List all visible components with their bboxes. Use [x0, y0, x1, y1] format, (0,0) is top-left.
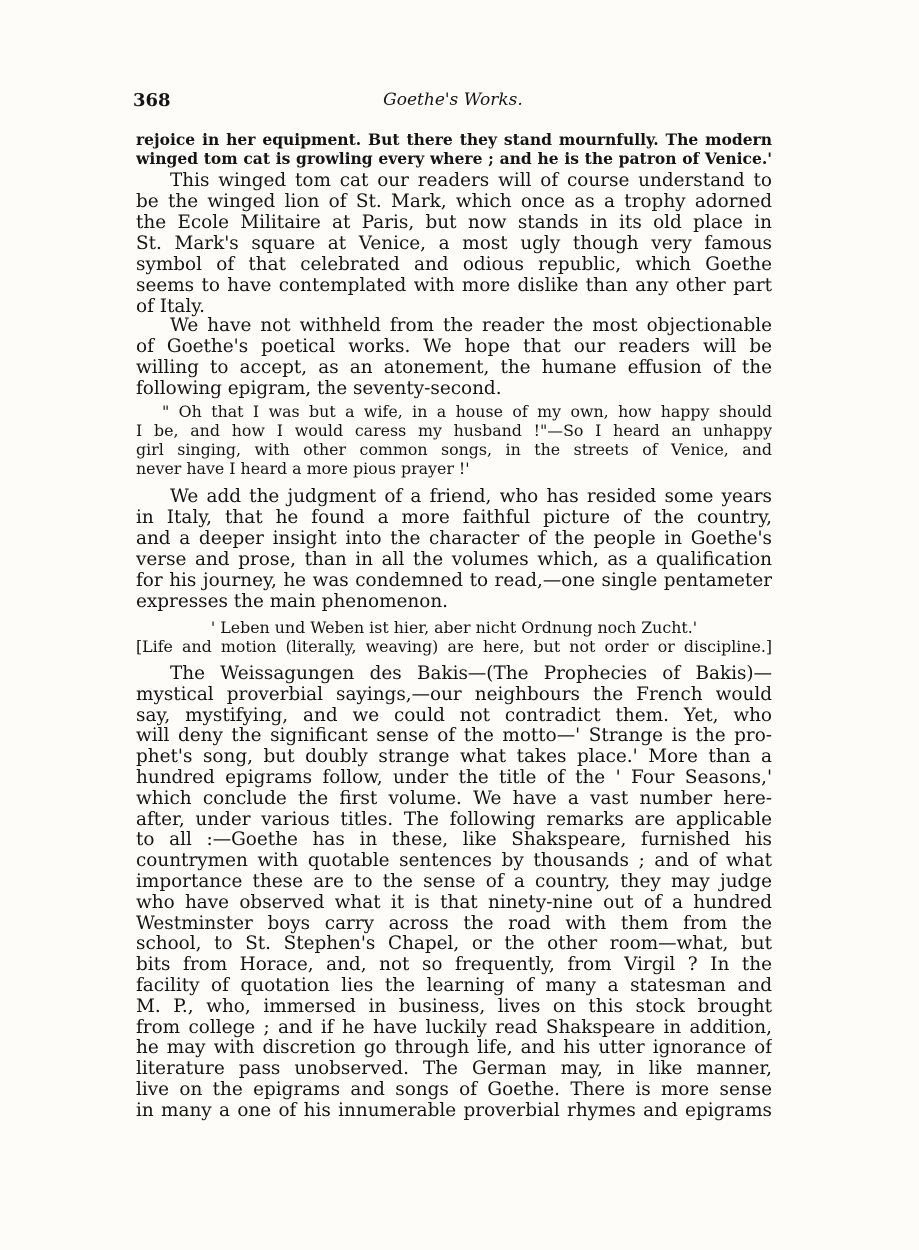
text-line: bits from Horace, and, not so frequently, from Virgil ? In the: [136, 955, 772, 976]
text-line: hundred epigrams follow, under the title of the ' Four Seasons,': [136, 767, 772, 788]
text-line: of Italy.: [136, 296, 206, 317]
text-line: after, under various titles. The following remarks are applicable: [136, 809, 772, 830]
text-line: live on the epigrams and songs of Goethe. There is more sense: [136, 1079, 772, 1100]
text-line: never have I heard a more pious prayer !': [136, 459, 470, 478]
text-line: We add the judgment of a friend, who has resided some years: [170, 486, 772, 507]
text-line: he may with discretion go through life, and his utter ignorance of: [136, 1038, 772, 1059]
text-line: which conclude the first volume. We have a vast number here-: [136, 788, 772, 809]
text-line: will deny the significant sense of the motto—' Strange is the pro-: [136, 726, 772, 747]
text-line: We have not withheld from the reader the most objectionable: [170, 315, 772, 336]
text-line: rejoice in her equipment. But there they stand mournfully. The modern: [136, 130, 772, 149]
text-line: importance these are to the sense of a country, they may judge: [136, 871, 772, 892]
text-line: mystical proverbial sayings,—our neighbours the French would: [136, 684, 772, 705]
text-line: symbol of that celebrated and odious republic, which Goethe: [136, 254, 772, 275]
text-line: verse and prose, than in all the volumes which, as a qualification: [136, 549, 772, 570]
text-line: be the winged lion of St. Mark, which once as a trophy adorned: [136, 191, 772, 212]
text-line: of Goethe's poetical works. We hope that our readers will be: [136, 336, 772, 357]
text-line: who have observed what it is that ninety-nine out of a hundred: [136, 892, 772, 913]
paragraph-judgment: [136, 486, 772, 612]
text-line: girl singing, with other common songs, in the streets of Venice, and: [136, 440, 772, 459]
text-line: ' Leben und Weben ist hier, aber nicht Ordnung noch Zucht.': [210, 618, 698, 637]
text-line: The Weissagungen des Bakis—(The Prophecies of Bakis)—: [170, 664, 772, 684]
text-line: in many a one of his innumerable proverbial rhymes and epigrams: [136, 1100, 772, 1121]
text-line: I be, and how I would caress my husband !"—So I heard an unhappy: [136, 421, 772, 440]
text-line: St. Mark's square at Venice, a most ugly though very famous: [136, 233, 772, 254]
paragraph-poetical-works: [136, 315, 772, 399]
text-line: facility of quotation lies the learning of many a statesman and: [136, 975, 772, 996]
text-line: expresses the main phenomenon.: [136, 591, 449, 612]
text-line: phet's song, but doubly strange what takes place.' More than a: [136, 747, 772, 768]
text-line: literature pass unobserved. The German may, in like manner,: [136, 1059, 772, 1080]
text-line: the Ecole Militaire at Paris, but now stands in its old place in: [136, 212, 772, 233]
text-line: This winged tom cat our readers will of course understand to: [170, 170, 772, 191]
text-line: following epigram, the seventy-second.: [136, 378, 502, 399]
text-line: " Oh that I was but a wife, in a house of my own, how happy should: [162, 402, 772, 421]
page-header: [133, 90, 773, 116]
text-line: and a deeper insight into the character of the people in Goethe's: [136, 528, 772, 549]
text-line: Westminster boys carry across the road with them from the: [136, 913, 772, 934]
text-line: [Life and motion (literally, weaving) are here, but not order or discipline.]: [136, 637, 772, 656]
text-line: seems to have contemplated with more dislike than any other part: [136, 275, 772, 296]
running-title: Goethe's Works.: [383, 90, 523, 110]
page-number: 368: [133, 90, 171, 111]
text-line: in Italy, that he found a more faithful picture of the country,: [136, 507, 772, 528]
quote-continuation: [136, 130, 772, 168]
text-line: winged tom cat is growling every where ; and he is the patron of Venice.': [136, 149, 772, 168]
paragraph-bakis: [136, 664, 772, 1122]
text-line: willing to accept, as an atonement, the humane effusion of the: [136, 357, 772, 378]
epigram-quote: [136, 402, 772, 478]
text-line: for his journey, he was condemned to read,—one single pentameter: [136, 570, 772, 591]
text-line: school, to St. Stephen's Chapel, or the other room—what, but: [136, 934, 772, 955]
text-line: say, mystifying, and we could not contradict them. Yet, who: [136, 705, 772, 726]
pentameter-quote: [136, 618, 772, 656]
paragraph-winged-lion: [136, 170, 772, 317]
text-line: countrymen with quotable sentences by thousands ; and of what: [136, 851, 772, 872]
text-line: M. P., who, immersed in business, lives on this stock brought: [136, 996, 772, 1017]
text-line: from college ; and if he have luckily read Shakspeare in addition,: [136, 1017, 772, 1038]
text-line: to all :—Goethe has in these, like Shakspeare, furnished his: [136, 830, 772, 851]
